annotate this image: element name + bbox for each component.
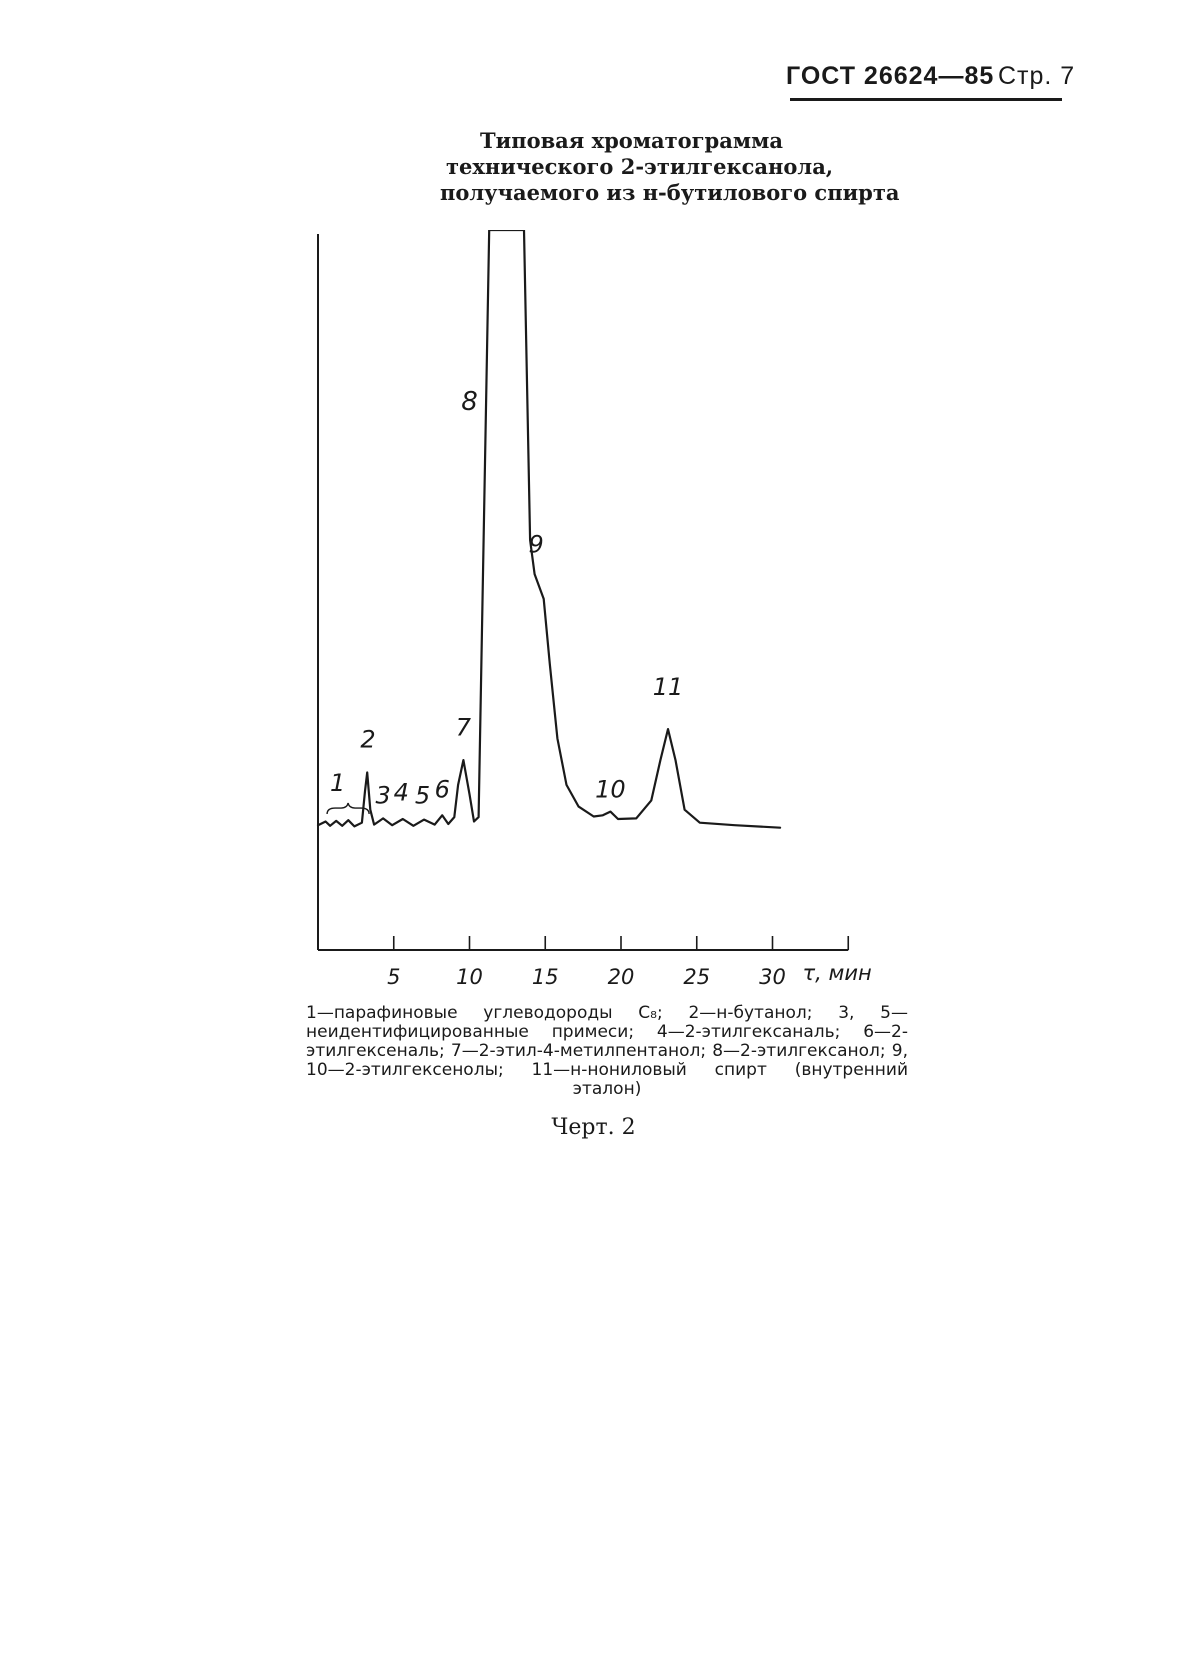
title-line-2: технического 2-этилгексанола, xyxy=(446,154,834,179)
peak-label-1: 1 xyxy=(330,769,346,798)
x-tick-label: 20 xyxy=(607,965,635,989)
peak-label-10: 10 xyxy=(595,775,626,804)
figure-caption: 1—парафиновые углеводороды C₈; 2—н-бутанол; 3, 5—неидентифицированные примеси; 4—2-этилгексаналь; 6—2-этилгексеналь; 7—2-этил-4-метилпентанол; 8—2-этилгексанол; 9, 10—2-этилгексенолы; 11—н-нониловый спирт (внутренний эталон) xyxy=(306,1003,908,1099)
peak-label-5: 5 xyxy=(414,781,431,810)
x-tick-label: 5 xyxy=(387,965,401,989)
chromatogram-trace xyxy=(318,230,780,828)
x-axis-label: τ, мин xyxy=(802,961,872,985)
x-tick-label: 15 xyxy=(531,965,559,989)
standard-number: ГОСТ 26624—85 xyxy=(786,62,995,90)
chromatogram-chart xyxy=(290,230,930,990)
x-tick-label: 25 xyxy=(683,965,711,989)
title-line-1: Типовая хроматограмма xyxy=(480,128,783,153)
peak-label-3: 3 xyxy=(375,781,391,810)
peak-label-4: 4 xyxy=(393,778,409,807)
page-number: Стр. 7 xyxy=(998,62,1076,90)
peak-label-6: 6 xyxy=(434,775,450,804)
title-line-3: получаемого из н-бутилового спирта xyxy=(440,180,900,205)
peak-label-11: 11 xyxy=(652,673,684,701)
x-tick-label: 30 xyxy=(759,965,786,989)
figure-number: Черт. 2 xyxy=(551,1115,636,1140)
header-rule xyxy=(790,98,1062,101)
peak-label-9: 9 xyxy=(528,530,544,559)
peak-label-8: 8 xyxy=(461,386,478,417)
peak-label-2: 2 xyxy=(360,725,376,754)
x-tick-label: 10 xyxy=(456,965,483,989)
peak-label-7: 7 xyxy=(455,713,472,742)
